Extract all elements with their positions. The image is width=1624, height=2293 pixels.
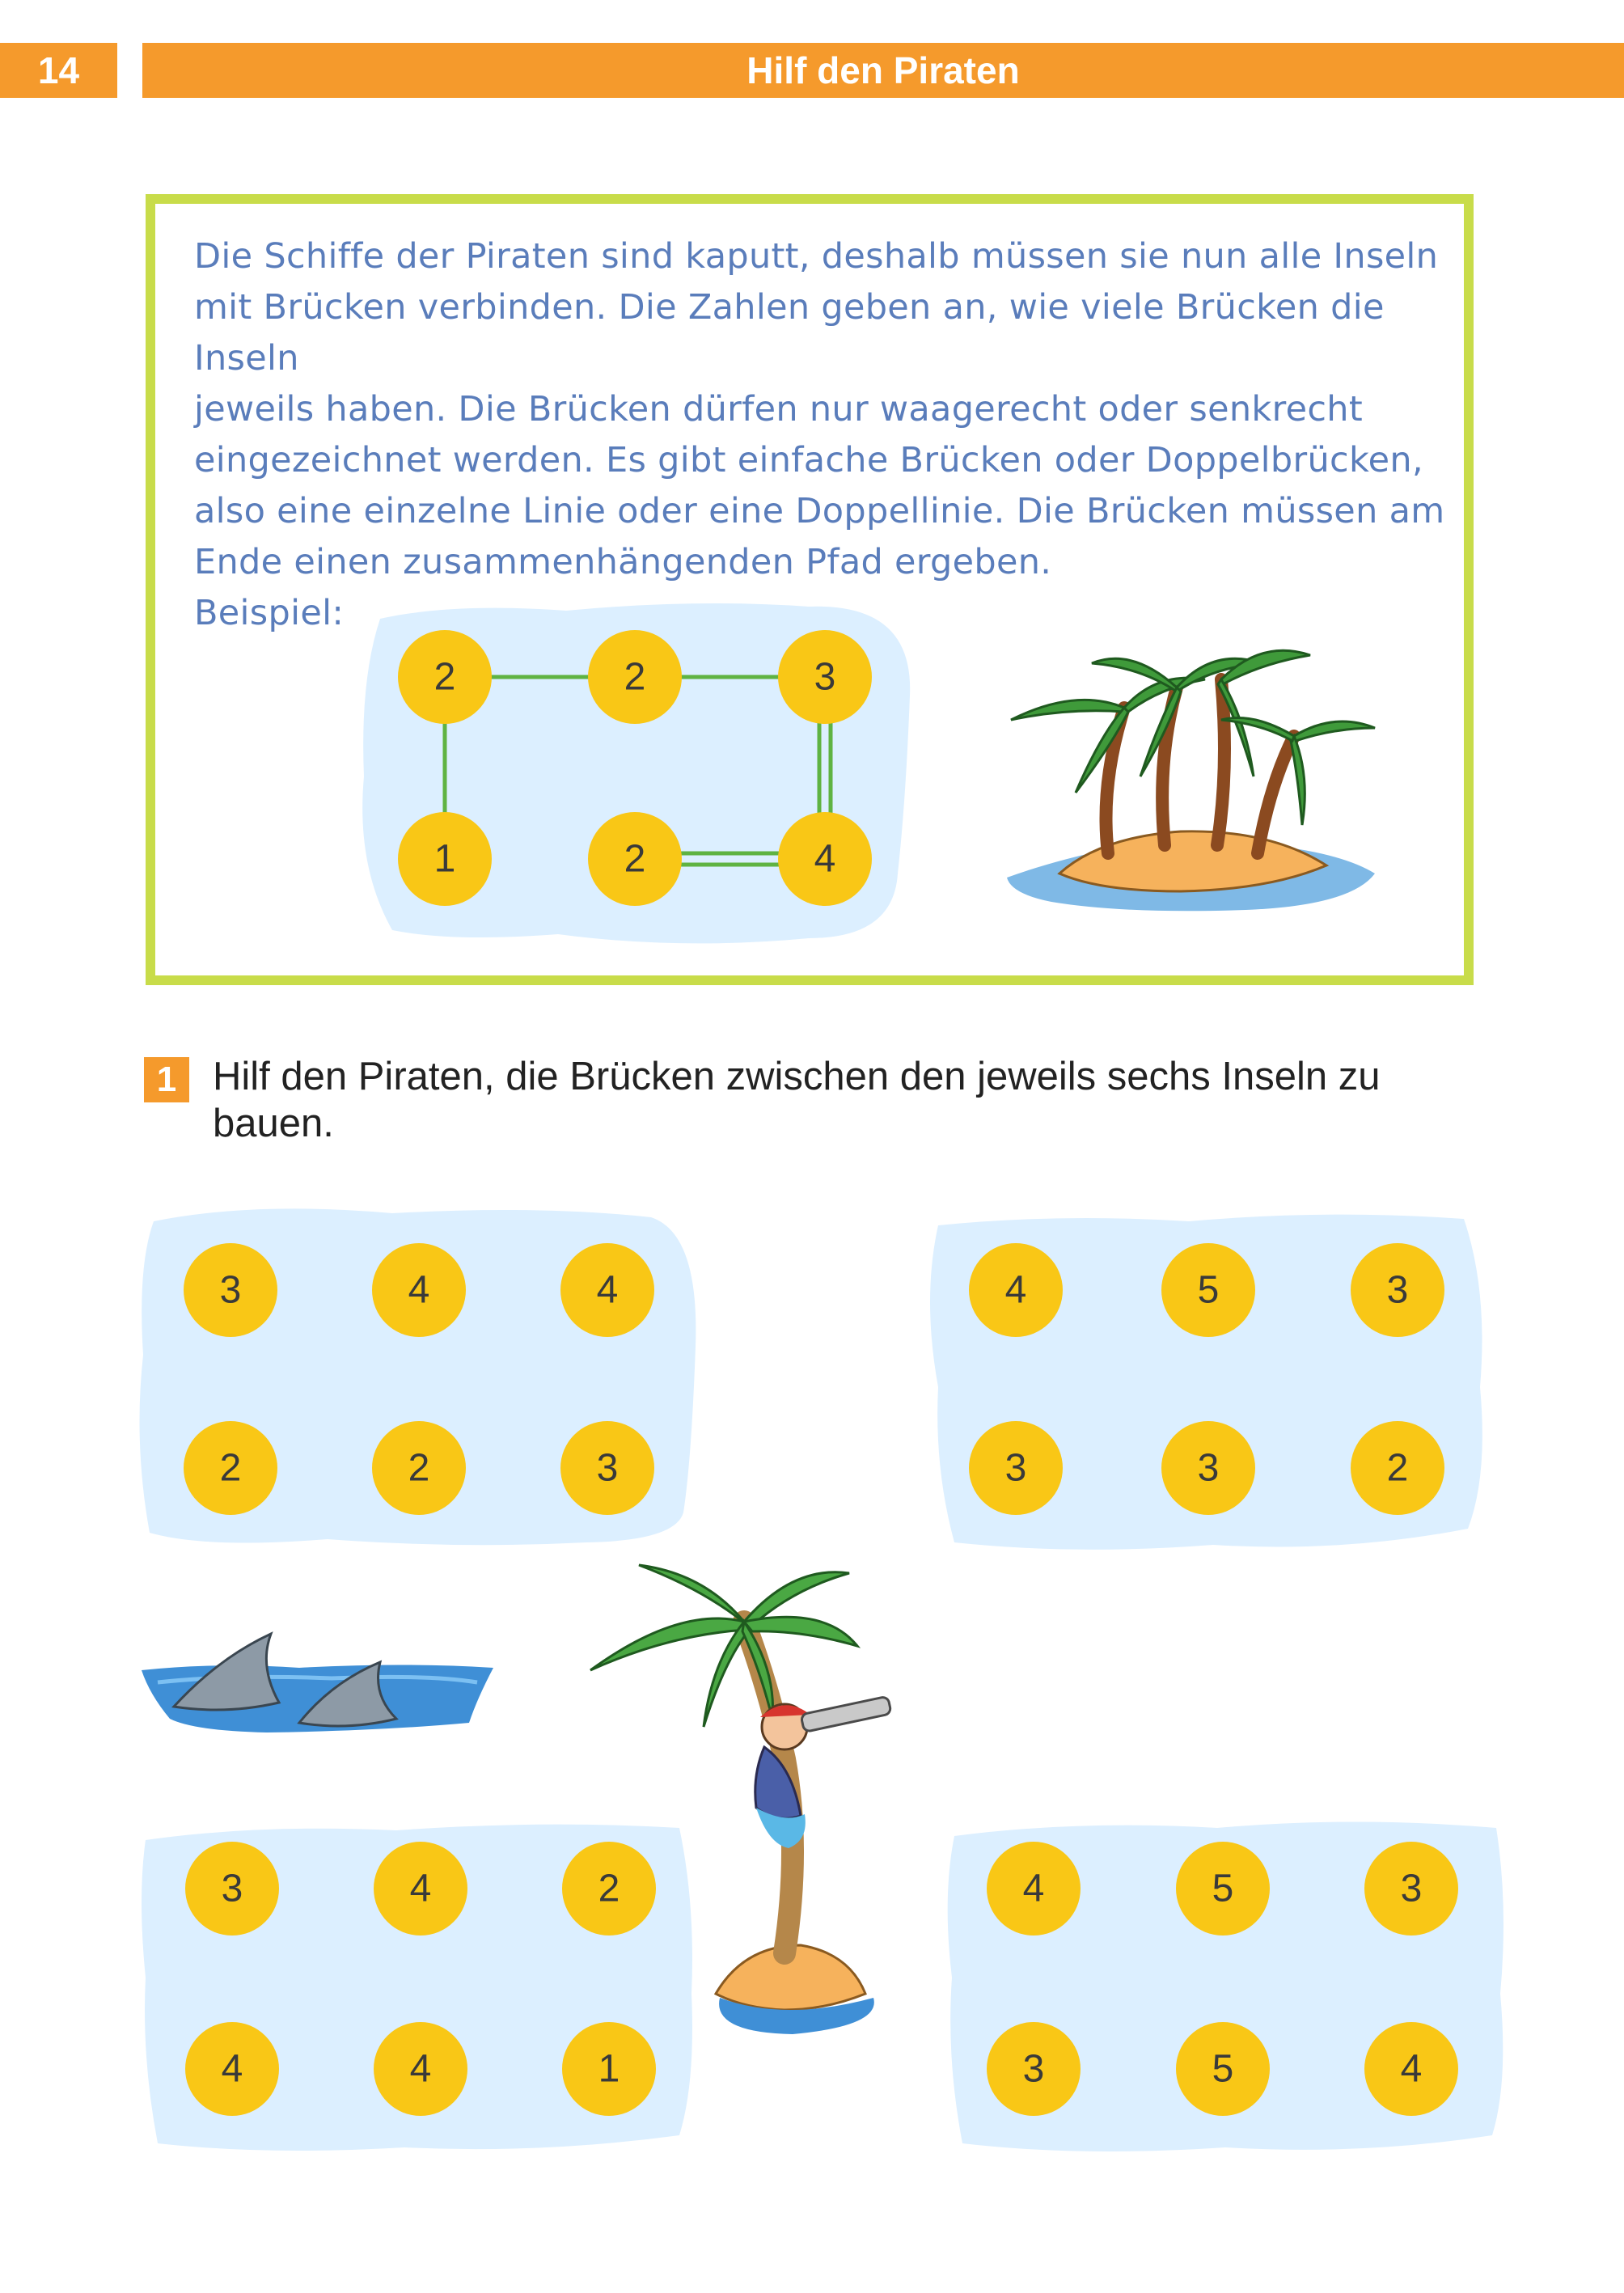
instruction-line: also eine einzelne Linie oder eine Doppellinie. Die Brücken müssen am [194, 491, 1445, 531]
island[interactable] [969, 1421, 1063, 1515]
svg-text:5: 5 [1212, 1867, 1234, 1910]
island[interactable] [372, 1243, 466, 1337]
instruction-line: eingezeichnet werden. Es gibt einfache Brücken oder Doppelbrücken, [194, 440, 1423, 480]
svg-text:4: 4 [1004, 1268, 1027, 1312]
svg-text:3: 3 [814, 655, 836, 699]
island[interactable] [560, 1243, 654, 1337]
island [398, 630, 492, 724]
svg-text:4: 4 [409, 1867, 432, 1910]
island[interactable] [1364, 2022, 1458, 2116]
svg-text:3: 3 [596, 1446, 619, 1490]
example-puzzle [356, 599, 914, 954]
island[interactable] [1351, 1421, 1444, 1515]
instruction-line: mit Brücken verbinden. Die Zahlen geben an, wie viele Brücken die Inseln [194, 287, 1385, 379]
puzzle-grid [137, 1816, 696, 2156]
svg-text:1: 1 [433, 837, 456, 881]
puzzle-grid [922, 1209, 1488, 1557]
svg-text:2: 2 [219, 1446, 242, 1490]
svg-text:3: 3 [1004, 1446, 1027, 1490]
svg-text:4: 4 [408, 1268, 430, 1312]
island[interactable] [185, 1842, 279, 1936]
svg-text:2: 2 [408, 1446, 430, 1490]
task-instruction: Hilf den Piraten, die Brücken zwischen den jeweils sechs Inseln zu bauen. [213, 1055, 1381, 1145]
island[interactable] [1364, 1842, 1458, 1936]
svg-text:4: 4 [221, 2047, 243, 2091]
island[interactable] [562, 2022, 656, 2116]
svg-text:2: 2 [433, 655, 456, 699]
island[interactable] [372, 1421, 466, 1515]
instruction-line: Ende einen zusammenhängenden Pfad ergeben. [194, 542, 1052, 582]
puzzle-grid [133, 1201, 700, 1557]
instruction-line: Die Schiffe der Piraten sind kaputt, deshalb müssen sie nun alle Inseln [194, 236, 1439, 277]
island[interactable] [374, 2022, 467, 2116]
sharks-illustration [137, 1618, 501, 1739]
island[interactable] [1161, 1243, 1255, 1337]
svg-text:4: 4 [1022, 1867, 1045, 1910]
island[interactable] [969, 1243, 1063, 1337]
island[interactable] [987, 2022, 1081, 2116]
island [778, 630, 872, 724]
svg-text:3: 3 [1197, 1446, 1220, 1490]
page-title: Hilf den Piraten [142, 43, 1624, 98]
island[interactable] [185, 2022, 279, 2116]
island[interactable] [1351, 1243, 1444, 1337]
svg-text:4: 4 [596, 1268, 619, 1312]
svg-text:4: 4 [1400, 2047, 1423, 2091]
island[interactable] [374, 1842, 467, 1936]
svg-text:5: 5 [1212, 2047, 1234, 2091]
puzzle-grid [942, 1816, 1508, 2156]
svg-text:3: 3 [1022, 2047, 1045, 2091]
svg-text:2: 2 [598, 1867, 620, 1910]
island[interactable] [562, 1842, 656, 1936]
island[interactable] [1161, 1421, 1255, 1515]
svg-text:2: 2 [1386, 1446, 1409, 1490]
task-number: 1 [144, 1057, 189, 1102]
island [588, 630, 682, 724]
svg-text:3: 3 [219, 1268, 242, 1312]
island [398, 812, 492, 906]
svg-text:3: 3 [1386, 1268, 1409, 1312]
island[interactable] [987, 1842, 1081, 1936]
instruction-text [194, 231, 1456, 639]
island [588, 812, 682, 906]
svg-text:3: 3 [221, 1867, 243, 1910]
example-label: Beispiel: [194, 593, 345, 633]
svg-text:2: 2 [624, 837, 646, 881]
island[interactable] [1176, 1842, 1270, 1936]
island[interactable] [560, 1421, 654, 1515]
svg-text:1: 1 [598, 2047, 620, 2091]
instruction-line: jeweils haben. Die Brücken dürfen nur waagerecht oder senkrecht [194, 389, 1364, 429]
island[interactable] [184, 1243, 277, 1337]
svg-text:4: 4 [409, 2047, 432, 2091]
island[interactable] [184, 1421, 277, 1515]
svg-text:5: 5 [1197, 1268, 1220, 1312]
island [778, 812, 872, 906]
page-number: 14 [0, 43, 117, 98]
svg-text:4: 4 [814, 837, 836, 881]
island[interactable] [1176, 2022, 1270, 2116]
palm-island-illustration [1003, 631, 1383, 922]
svg-text:3: 3 [1400, 1867, 1423, 1910]
svg-text:2: 2 [624, 655, 646, 699]
